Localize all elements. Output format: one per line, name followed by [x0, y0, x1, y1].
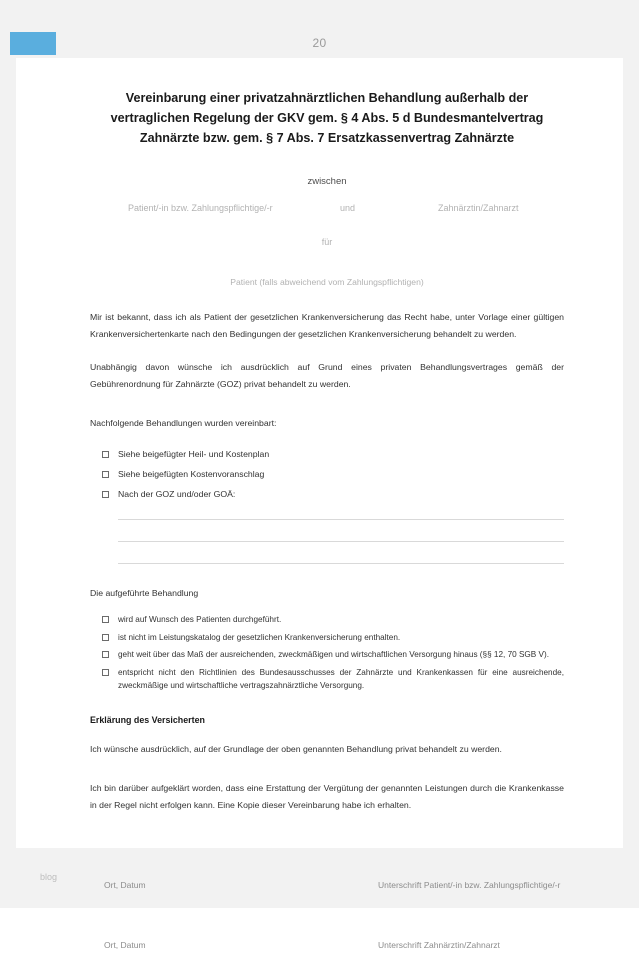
list-item[interactable]	[90, 666, 564, 693]
list-item[interactable]	[90, 466, 564, 483]
declaration-title: Erklärung des Versicherten	[90, 714, 205, 725]
checklist-treatments	[90, 446, 564, 503]
signature-patient-label: Unterschrift Patient/-in bzw. Zahlungspflichtige/-r	[378, 879, 561, 890]
party-row	[90, 203, 564, 217]
checklist-conditions	[90, 613, 564, 693]
checkbox-icon[interactable]	[102, 471, 109, 478]
list-item-label: ist nicht im Leistungskatalog der gesetzlichen Krankenversicherung enthalten.	[118, 632, 401, 642]
between-label: zwischen	[307, 176, 347, 187]
checkbox-icon[interactable]	[102, 669, 109, 676]
list-item-label: Siehe beigefügter Heil- und Kostenplan	[118, 449, 270, 459]
for-label: für	[321, 237, 333, 247]
list-item[interactable]	[90, 613, 564, 627]
page-frame-right	[623, 29, 639, 908]
paragraph-4: Ich wünsche ausdrücklich, auf der Grundlage der oben genannten Behandlung privat behandelt zu werden.	[90, 743, 502, 754]
signature-place-date-label: Ort, Datum	[104, 939, 146, 950]
paragraph-1: Mir ist bekannt, dass ich als Patient der gesetzlichen Krankenversicherung das Recht habe, unter Vorlage einer gültigen Krankenversichertenkarte nach den Bedingungen der gesetzlichen Krankenversicherung behandelt zu werden.	[90, 312, 564, 339]
list-item-label: entspricht nicht den Richtlinien des Bundesausschusses der Zahnärzte und Krankenkassen für eine ausreichende, zweckmäßige und wirtschaftliche vertragszahnärztliche Versorgung.	[118, 667, 564, 690]
signature-row-dentist	[90, 940, 564, 956]
paragraph-3: Nachfolgende Behandlungen wurden vereinbart:	[90, 418, 277, 428]
list-item-label: geht weit über das Maß der ausreichenden, zweckmäßigen und wirtschaftlichen Versorgung hinaus (§§ 12, 70 SGB V).	[118, 650, 549, 659]
blank-line[interactable]	[118, 519, 564, 520]
list-item[interactable]	[90, 631, 564, 645]
list-item-label: wird auf Wunsch des Patienten durchgeführt.	[118, 615, 282, 624]
list-item-label: Nach der GOZ und/oder GOÄ:	[118, 489, 236, 499]
signature-place-date-label: Ort, Datum	[104, 879, 146, 890]
blank-line[interactable]	[118, 563, 564, 564]
list-item[interactable]	[90, 648, 564, 662]
party-payer-label: Patient/-in bzw. Zahlungspflichtige/-r	[128, 203, 273, 213]
footer-watermark: blog	[40, 872, 58, 882]
page-number: 20	[312, 36, 327, 50]
treatment-section-label: Die aufgeführte Behandlung	[90, 588, 199, 598]
page-frame-left	[0, 29, 16, 908]
paragraph-5: Ich bin darüber aufgeklärt worden, dass eine Erstattung der Vergütung der genannten Leistungen durch die Krankenkasse in der Regel nicht erfolgen kann. Eine Kopie dieser Vereinbarung habe ich erhalten.	[90, 782, 564, 810]
checkbox-icon[interactable]	[102, 651, 109, 658]
checkbox-icon[interactable]	[102, 634, 109, 641]
party-dentist-label: Zahnärztin/Zahnarzt	[438, 203, 519, 213]
checkbox-icon[interactable]	[102, 451, 109, 458]
signature-dentist-label: Unterschrift Zahnärztin/Zahnarzt	[378, 939, 500, 950]
blank-write-in-lines	[118, 519, 564, 564]
list-item[interactable]	[90, 446, 564, 463]
checkbox-icon[interactable]	[102, 616, 109, 623]
page-frame-top	[0, 0, 639, 29]
document-content	[90, 88, 564, 956]
signature-row-patient	[90, 880, 564, 896]
patient-note-label: Patient (falls abweichend vom Zahlungspflichtigen)	[230, 277, 424, 287]
paragraph-2: Unabhängig davon wünsche ich ausdrücklich auf Grund eines privaten Behandlungsvertrages gemäß der Gebührenordnung für Zahnärzte (GOZ) privat behandelt zu werden.	[90, 362, 564, 389]
checkbox-icon[interactable]	[102, 491, 109, 498]
list-item[interactable]	[90, 486, 564, 503]
blank-line[interactable]	[118, 541, 564, 542]
party-and-label: und	[340, 203, 356, 213]
page-title: Vereinbarung einer privatzahnärztlichen Behandlung außerhalb der vertraglichen Regelung der GKV gem. § 4 Abs. 5 d Bundesmantelvertrag Zahnärzte bzw. gem. § 7 Abs. 7 Ersatzkassenvertrag Zahnärzte	[110, 91, 544, 145]
list-item-label: Siehe beigefügten Kostenvoranschlag	[118, 469, 265, 479]
